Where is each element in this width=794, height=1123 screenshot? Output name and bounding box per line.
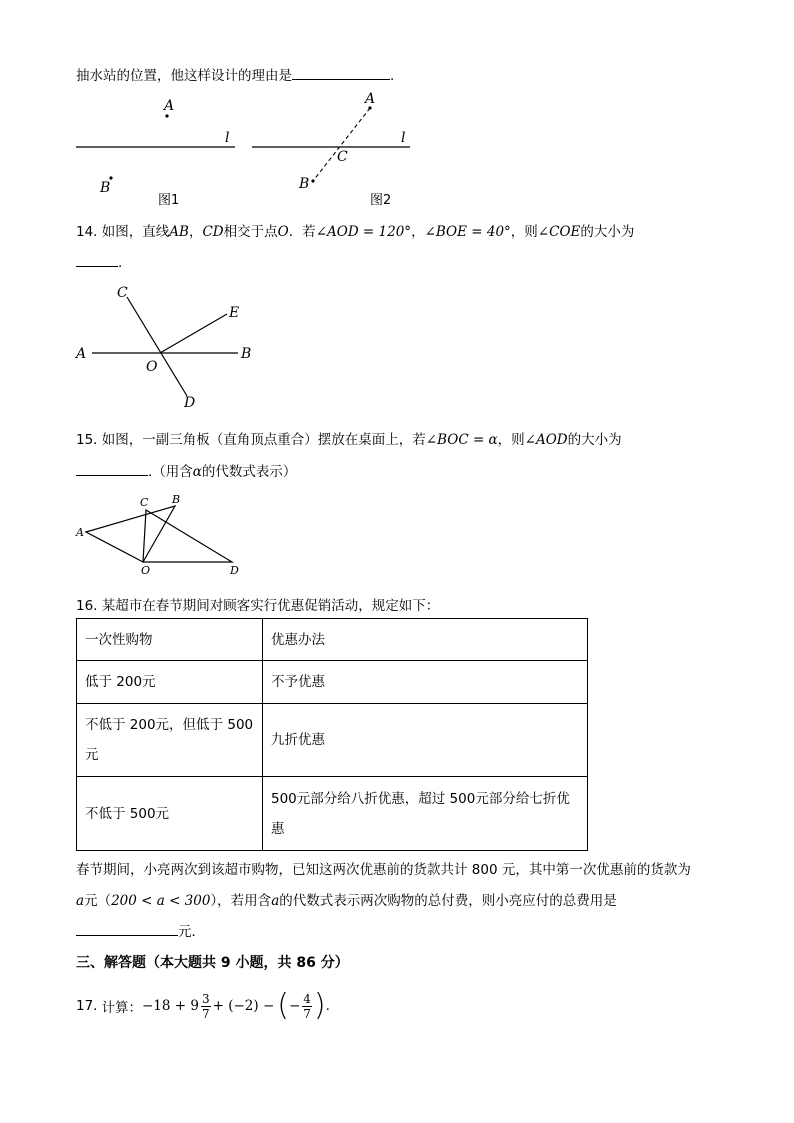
q14-t6: 的大小为: [580, 224, 635, 240]
q16-answer-blank[interactable]: [76, 923, 178, 936]
q15-t4: .（用含: [148, 464, 193, 480]
q16-p2: [76, 889, 617, 909]
q16-end: 元．: [178, 924, 205, 940]
fig1-label-A: A: [164, 98, 175, 114]
q14-label-E: E: [229, 305, 240, 321]
fig1-caption: 图1: [158, 193, 180, 208]
q17-frac1-num: 3: [201, 991, 210, 1006]
q14-figure: [70, 280, 270, 410]
q14-label-C: C: [117, 285, 128, 301]
q17-line: [76, 986, 330, 1026]
q14-AB: AB: [169, 224, 189, 240]
q14-label-B: B: [241, 346, 252, 362]
q17-right-paren: ): [313, 988, 326, 1023]
q17-left-paren: (: [277, 988, 289, 1023]
q15-triangle-COD: [143, 510, 232, 562]
table-row: [77, 661, 588, 704]
table-cell: 低于 200元: [77, 661, 263, 704]
q17-part2: + (−2) −: [212, 998, 275, 1014]
q16-number: 16.: [76, 598, 98, 614]
q15-label-D: D: [230, 564, 239, 577]
q16-var-a: a: [76, 893, 85, 909]
table-cell: 不低于 200元，但低于 500元: [77, 704, 263, 777]
q15-t1: 如图，一副三角板（直角顶点重合）摆放在桌面上，若: [101, 432, 426, 448]
q14-t4: ，: [411, 224, 425, 240]
fig1-label-l: l: [225, 130, 230, 146]
q15-t3: 的大小为: [567, 432, 622, 448]
q15-label-B: B: [172, 493, 181, 506]
table-header-row: [77, 619, 588, 661]
q15-label-O: O: [141, 564, 151, 577]
q17-frac2-num: 4: [303, 991, 311, 1006]
intro-line: [76, 64, 394, 84]
fig2-point-B: [311, 179, 314, 182]
fig2-segment-AB: [313, 108, 370, 181]
q14-label-O: O: [146, 359, 158, 375]
q14-number: 14.: [76, 224, 98, 240]
q15-figure: [70, 490, 250, 580]
figure-1-and-2: [70, 88, 430, 208]
q14-ask: ∠COE: [537, 224, 581, 240]
q16-p1: 春节期间，小亮两次到该超市购物，已知这两次优惠前的货款共计 800 元，其中第一次优惠前的货款为: [76, 862, 691, 878]
fig2-caption: 图2: [370, 193, 392, 208]
table-cell: 不低于 500元: [77, 777, 263, 851]
q14-answer-line: [76, 254, 122, 271]
q15-answer-blank[interactable]: [76, 463, 148, 476]
q16-var-a2: a: [271, 893, 280, 909]
q16-answer-line: [76, 920, 205, 940]
fig1-point-A: [165, 114, 168, 117]
fig2-label-B: B: [299, 176, 310, 192]
q14-answer-blank[interactable]: [76, 254, 118, 267]
q14-t3: ．若: [288, 224, 316, 240]
q15-line: [76, 428, 622, 448]
q15-label-C: C: [140, 496, 149, 509]
q17-label: 计算：: [101, 1000, 142, 1016]
q14-end: .: [118, 255, 123, 271]
q16-p2e: 的代数式表示两次购物的总付费，则小亮应付的总费用是: [279, 893, 617, 909]
q15-ask: ∠AOD: [524, 432, 568, 448]
table-header-cell: 优惠办法: [263, 619, 588, 661]
q16-p2b: 元（: [84, 893, 112, 909]
q15-cond: ∠BOC = α: [425, 432, 498, 448]
table-cell: 九折优惠: [263, 704, 588, 777]
q14-CD: CD: [202, 224, 224, 240]
intro-end: .: [390, 68, 395, 84]
table-cell: 500元部分给八折优惠，超过 500元部分给七折优惠: [263, 777, 588, 851]
q14-label-D: D: [184, 395, 196, 410]
q16-range: 200 < a < 300: [111, 893, 211, 909]
table-header-cell: 一次性购物: [77, 619, 263, 661]
q17-frac2-sign: −: [288, 998, 301, 1014]
q15-t5: 的代数式表示）: [201, 464, 297, 480]
fig1-label-B: B: [100, 180, 111, 196]
q15-alpha: α: [192, 464, 202, 480]
q14-cond2: ∠BOE = 40°: [424, 224, 511, 240]
q17-part1: −18 + 9: [141, 998, 199, 1014]
q14-O: O: [277, 224, 289, 240]
q16-t1: 某超市在春节期间对顾客实行优惠促销活动，规定如下：: [101, 598, 440, 614]
fig2-label-A: A: [365, 91, 376, 107]
q17-end: .: [325, 998, 330, 1014]
q16-p2c: ），若用含: [210, 893, 272, 909]
q16-line: [76, 594, 439, 614]
q15-number: 15.: [76, 432, 98, 448]
promo-table: [76, 618, 588, 851]
intro-text: 抽水站的位置，他这样设计的理由是: [76, 68, 292, 84]
q14-line: [76, 220, 634, 240]
q15-triangle-AOB: [86, 506, 175, 562]
table-row: [77, 704, 588, 777]
q15-answer-line: [76, 460, 296, 480]
fig2-label-l: l: [401, 130, 406, 146]
q14-t2: 相交于点: [223, 224, 278, 240]
table-cell: 不予优惠: [263, 661, 588, 704]
q17-number: 17.: [76, 998, 98, 1014]
q17-fraction-1: [201, 992, 211, 1021]
q17-frac1-den: 7: [201, 1006, 210, 1021]
q17-fraction-2: [302, 992, 312, 1021]
answer-blank[interactable]: [292, 67, 390, 80]
q15-t2: ，则: [497, 432, 525, 448]
q14-line-CD: [127, 297, 187, 396]
q17-frac2-den: 7: [303, 1006, 311, 1021]
fig2-label-C: C: [337, 149, 348, 165]
q14-t1: 如图，直线: [101, 224, 170, 240]
q14-label-A: A: [76, 346, 87, 362]
section-3-title: 三、解答题（本大题共 9 小题，共 86 分）: [76, 955, 349, 971]
q14-t5: ，则: [510, 224, 538, 240]
q14-cond1: ∠AOD = 120°: [315, 224, 412, 240]
q15-label-A: A: [76, 526, 84, 539]
table-row: [77, 777, 588, 851]
q14-comma: ，: [188, 224, 203, 240]
q14-ray-OE: [160, 314, 227, 353]
